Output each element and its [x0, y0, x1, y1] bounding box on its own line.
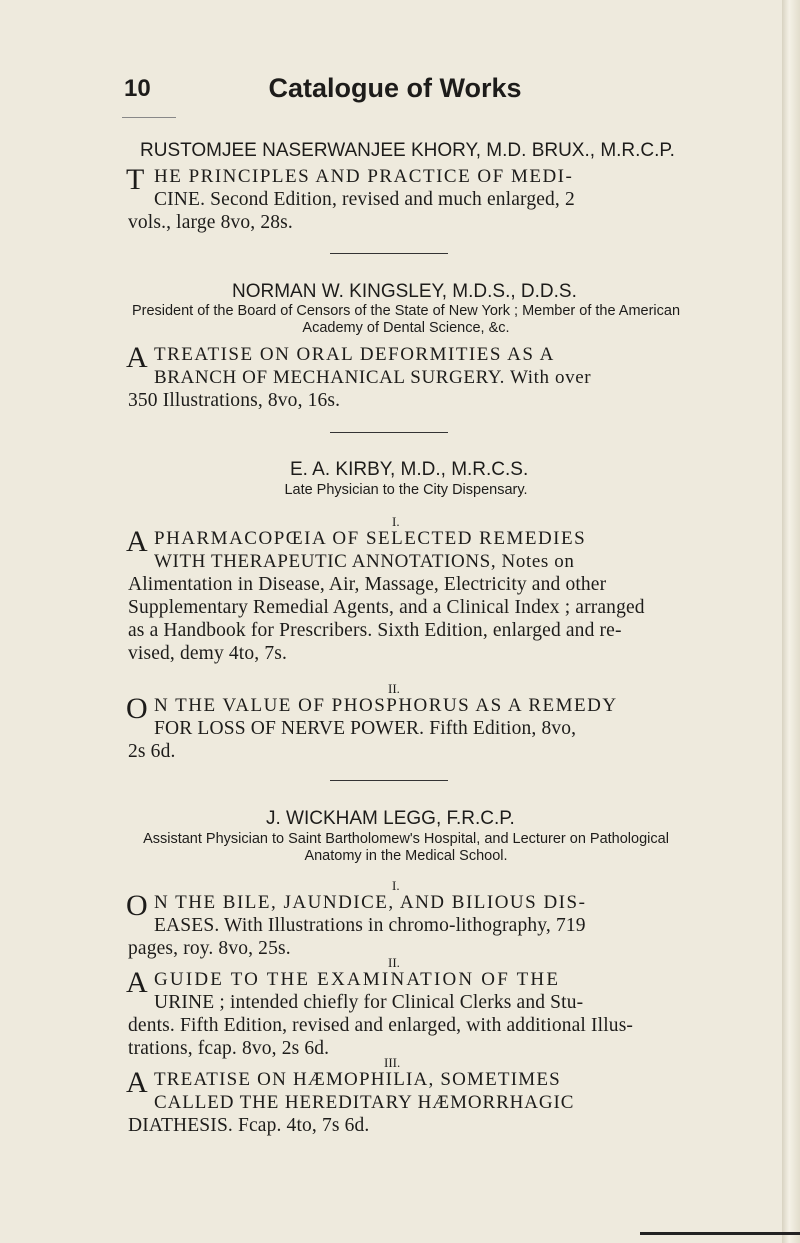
entry-line: TREATISE ON HÆMOPHILIA, SOMETIMES	[154, 1069, 561, 1090]
section-divider	[330, 432, 448, 433]
running-title: Catalogue of Works	[268, 73, 522, 103]
entry-line: FOR LOSS OF NERVE POWER. Fifth Edition, 8vo,	[154, 718, 577, 739]
work-numeral: I.	[392, 514, 400, 529]
author-name: J. WICKHAM LEGG, F.R.C.P.	[266, 808, 515, 829]
work-numeral: II.	[388, 955, 400, 970]
work-entry	[128, 527, 684, 665]
entry-line: 350 Illustrations, 8vo, 16s.	[128, 390, 341, 411]
author-name: NORMAN W. KINGSLEY, M.D.S., D.D.S.	[232, 281, 577, 302]
entry-line: N THE BILE, JAUNDICE, AND BILIOUS DIS-	[154, 892, 587, 913]
page-edge	[782, 0, 800, 1243]
section-divider	[330, 780, 448, 781]
entry-line: pages, roy. 8vo, 25s.	[128, 938, 291, 959]
page-number: 10	[124, 75, 151, 102]
entry-line: DIATHESIS. Fcap. 4to, 7s 6d.	[128, 1115, 370, 1136]
entry-line: N THE VALUE OF PHOSPHORUS AS A REMEDY	[154, 695, 618, 716]
work-numeral: I.	[392, 878, 400, 893]
entry-line: CALLED THE HEREDITARY HÆMORRHAGIC	[154, 1092, 575, 1113]
entry-line: BRANCH OF MECHANICAL SURGERY. With over	[154, 367, 592, 388]
work-entry	[128, 891, 684, 960]
bottom-rule	[640, 1232, 800, 1235]
entry-line: Supplementary Remedial Agents, and a Clinical Index ; arranged	[128, 597, 645, 618]
entry-line: CINE. Second Edition, revised and much enlarged, 2	[154, 189, 575, 210]
drop-capital: A	[126, 341, 148, 374]
work-entry	[128, 165, 684, 234]
entry-line: 2s 6d.	[128, 741, 176, 762]
work-numeral: III.	[384, 1055, 401, 1070]
entry-line: GUIDE TO THE EXAMINATION OF THE	[154, 969, 561, 990]
entry-line: PHARMACOPŒIA OF SELECTED REMEDIES	[154, 528, 587, 549]
work-entry	[128, 694, 684, 763]
entry-line: dents. Fifth Edition, revised and enlarged, with additional Illus-	[128, 1015, 634, 1036]
drop-capital: O	[126, 889, 148, 922]
author-name: RUSTOMJEE NASERWANJEE KHORY, M.D. BRUX., M.R.C.P.	[140, 140, 675, 161]
entry-line: vised, demy 4to, 7s.	[128, 643, 287, 664]
entry-line: vols., large 8vo, 28s.	[128, 212, 293, 233]
entry-line: Alimentation in Disease, Air, Massage, Electricity and other	[128, 574, 607, 595]
entry-line: TREATISE ON ORAL DEFORMITIES AS A	[154, 344, 555, 365]
work-numeral: II.	[388, 681, 400, 696]
drop-capital: A	[126, 966, 148, 999]
entry-line: HE PRINCIPLES AND PRACTICE OF MEDI-	[154, 166, 574, 187]
entry-line: EASES. With Illustrations in chromo-lithography, 719	[154, 915, 586, 936]
work-entry	[128, 343, 684, 412]
author-description: President of the Board of Censors of the State of New York ; Member of the American Academy of Dental Science, &c.	[131, 303, 681, 336]
author-description: Late Physician to the City Dispensary.	[284, 482, 528, 498]
work-entry	[128, 968, 684, 1060]
entry-line: trations, fcap. 8vo, 2s 6d.	[128, 1038, 330, 1059]
entry-line: WITH THERAPEUTIC ANNOTATIONS, Notes on	[154, 551, 575, 572]
drop-capital: T	[126, 163, 145, 196]
author-description: Assistant Physician to Saint Bartholomew's Hospital, and Lecturer on Pathological Anatomy in the Medical School.	[143, 831, 669, 864]
work-entry	[128, 1068, 684, 1137]
entry-line: URINE ; intended chiefly for Clinical Clerks and Stu-	[154, 992, 584, 1013]
header-rule	[122, 117, 176, 118]
drop-capital: A	[126, 1066, 148, 1099]
drop-capital: O	[126, 692, 148, 725]
author-name: E. A. KIRBY, M.D., M.R.C.S.	[290, 459, 529, 480]
drop-capital: A	[126, 525, 148, 558]
entry-line: as a Handbook for Prescribers. Sixth Edition, enlarged and re-	[128, 620, 622, 641]
section-divider	[330, 253, 448, 254]
